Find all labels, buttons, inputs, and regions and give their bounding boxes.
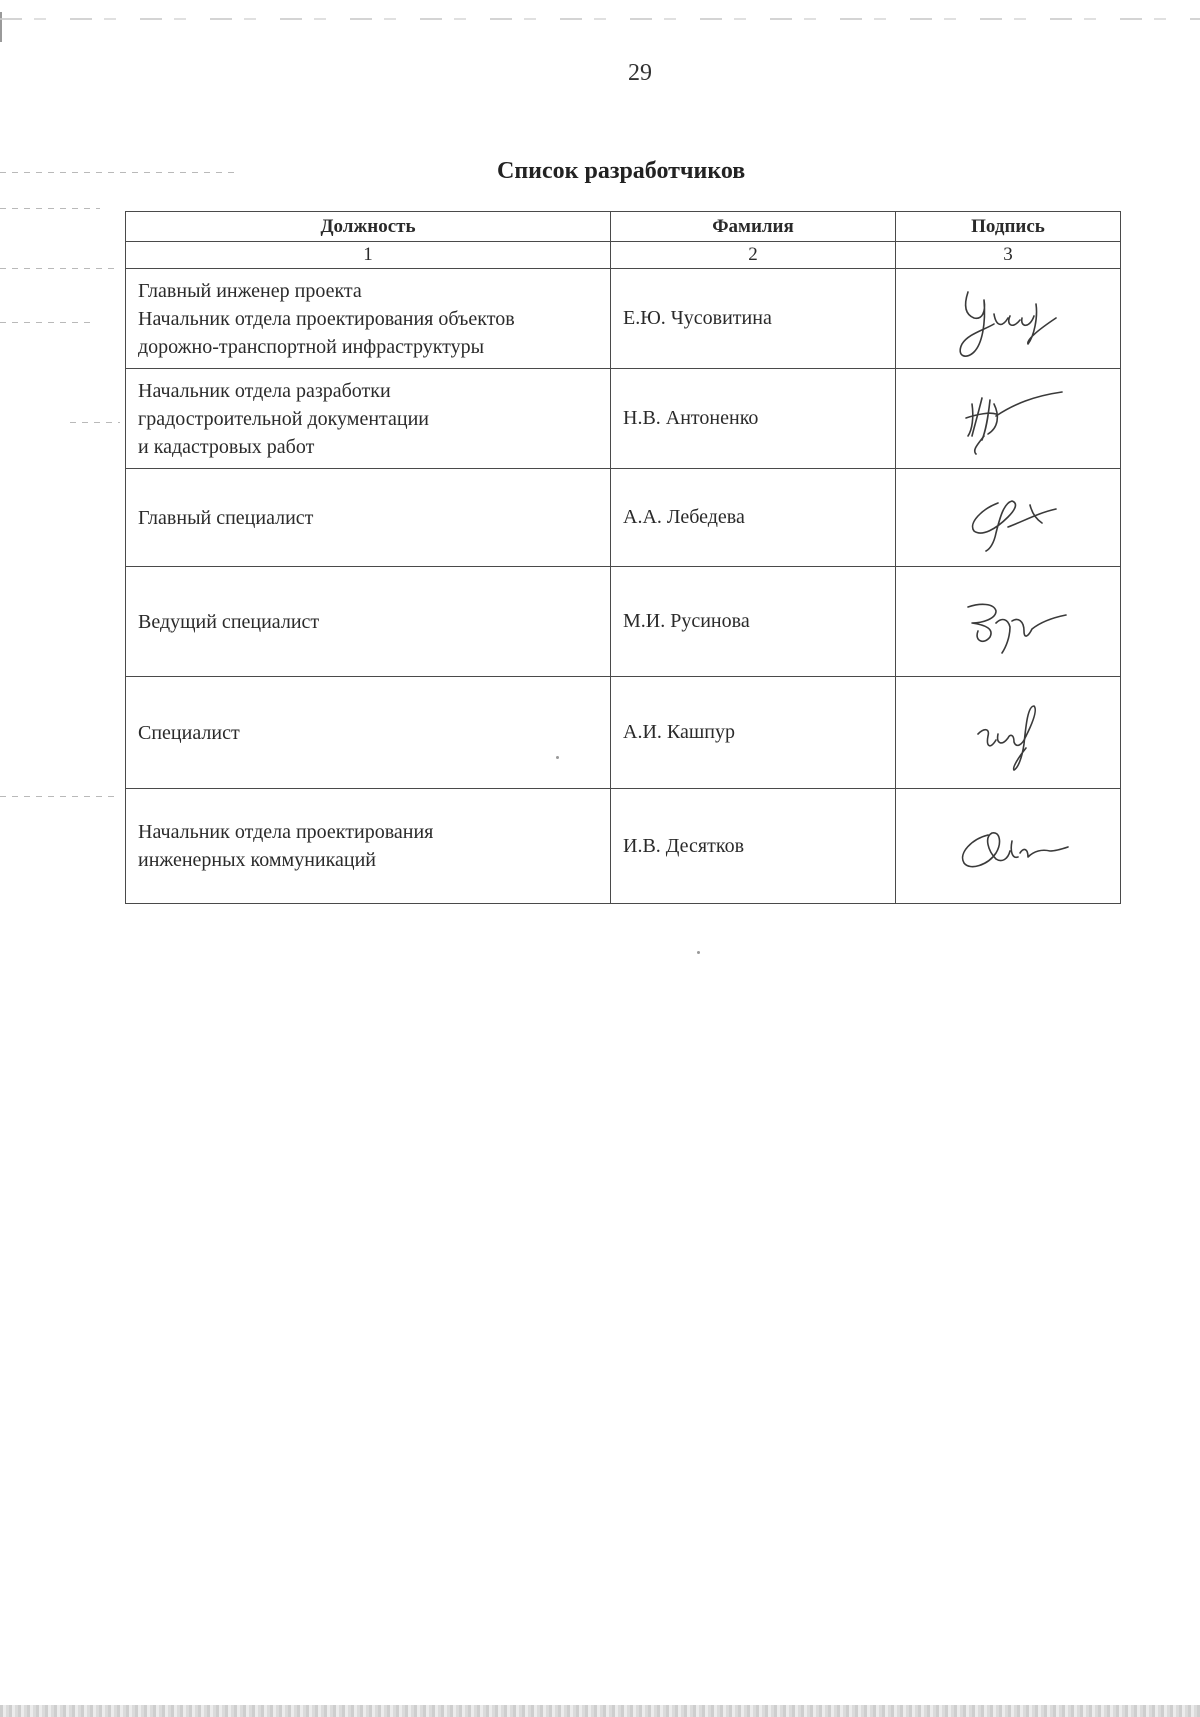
- position-cell: [126, 269, 611, 369]
- scan-artifact: [0, 268, 120, 269]
- scan-artifact: [70, 422, 120, 423]
- header-position: Должность: [126, 212, 611, 242]
- surname-cell: Е.Ю. Чусовитина: [611, 269, 896, 369]
- signature-cell: [896, 369, 1121, 469]
- document-title: Список разработчиков: [497, 158, 746, 184]
- signature-cell: [896, 567, 1121, 677]
- scan-artifact: [0, 18, 1200, 20]
- surname-cell: Н.В. Антоненко: [611, 369, 896, 469]
- handwritten-signature: [938, 801, 1078, 891]
- table-header-row: [126, 212, 1121, 242]
- scan-artifact: [0, 208, 100, 209]
- position-cell: [126, 369, 611, 469]
- table-row: [126, 789, 1121, 904]
- scan-artifact: [0, 12, 2, 42]
- column-number: 3: [896, 242, 1121, 269]
- position-cell: [126, 789, 611, 904]
- position-cell: [126, 567, 611, 677]
- position-cell: [126, 469, 611, 567]
- table-row: [126, 269, 1121, 369]
- position-text: Главный специалист: [138, 506, 314, 529]
- surname-cell: А.И. Кашпур: [611, 677, 896, 789]
- developers-table: [125, 211, 1121, 904]
- handwritten-signature: [938, 473, 1078, 563]
- table-row: [126, 469, 1121, 567]
- signature-cell: [896, 789, 1121, 904]
- position-text: Начальник отдела разработки градостроительной документации и кадастровых работ: [138, 379, 429, 458]
- table-row: [126, 567, 1121, 677]
- position-cell: [126, 677, 611, 789]
- header-signature: Подпись: [896, 212, 1121, 242]
- surname-cell: И.В. Десятков: [611, 789, 896, 904]
- scan-artifact: [0, 172, 240, 173]
- column-number: 2: [611, 242, 896, 269]
- surname-cell: М.И. Русинова: [611, 567, 896, 677]
- page-number: 29: [628, 60, 652, 86]
- scan-artifact: [0, 1705, 1200, 1717]
- scan-artifact: [0, 322, 90, 323]
- surname-cell: А.А. Лебедева: [611, 469, 896, 567]
- table-row: [126, 677, 1121, 789]
- signature-cell: [896, 469, 1121, 567]
- position-text: Ведущий специалист: [138, 610, 320, 633]
- signature-cell: [896, 677, 1121, 789]
- handwritten-signature: [938, 577, 1078, 667]
- position-text: Главный инженер проекта Начальник отдела проектирования объектов дорожно-транспортной инфраструктуры: [138, 279, 515, 358]
- handwritten-signature: [938, 688, 1078, 778]
- handwritten-signature: [938, 374, 1078, 464]
- column-number: 1: [126, 242, 611, 269]
- scan-artifact: [697, 951, 700, 954]
- signature-cell: [896, 269, 1121, 369]
- header-surname: Фамилия: [611, 212, 896, 242]
- scan-artifact: [0, 796, 120, 797]
- table-row: [126, 369, 1121, 469]
- position-text: Начальник отдела проектирования инженерных коммуникаций: [138, 821, 434, 871]
- position-text: Специалист: [138, 721, 240, 744]
- column-number-row: [126, 242, 1121, 269]
- handwritten-signature: [938, 274, 1078, 364]
